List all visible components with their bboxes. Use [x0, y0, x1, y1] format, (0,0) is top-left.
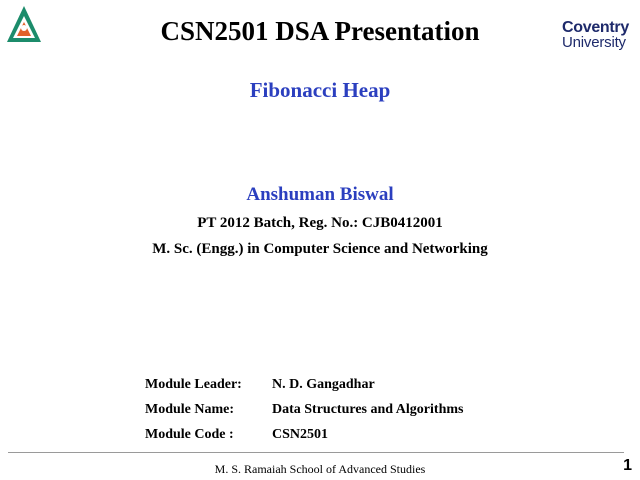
module-row [145, 375, 565, 400]
logo-line-2: University [562, 34, 626, 51]
presentation-subtitle: Fibonacci Heap [249, 78, 391, 102]
module-code-label: Module Code : [145, 427, 234, 442]
degree-info: M. Sc. (Engg.) in Computer Science and Networking [152, 241, 488, 257]
registration-info: PT 2012 Batch, Reg. No.: CJB0412001 [197, 215, 443, 231]
author-name: Anshuman Biswal [246, 184, 394, 205]
page-title: CSN2501 DSA Presentation [160, 16, 480, 46]
footer-divider [8, 452, 624, 453]
module-leader-label: Module Leader: [145, 377, 242, 392]
logo-line-1: Coventry [562, 19, 629, 36]
page-number: 1 [623, 457, 632, 474]
module-leader-value: N. D. Gangadhar [272, 377, 375, 392]
module-row [145, 400, 565, 425]
footer-school: M. S. Ramaiah School of Advanced Studies [214, 462, 426, 476]
module-name-value: Data Structures and Algorithms [272, 402, 464, 417]
module-code-value: CSN2501 [272, 427, 329, 442]
coventry-university-logo [562, 10, 634, 56]
module-row [145, 425, 565, 450]
module-info [145, 375, 565, 450]
module-name-label: Module Name: [145, 402, 235, 417]
